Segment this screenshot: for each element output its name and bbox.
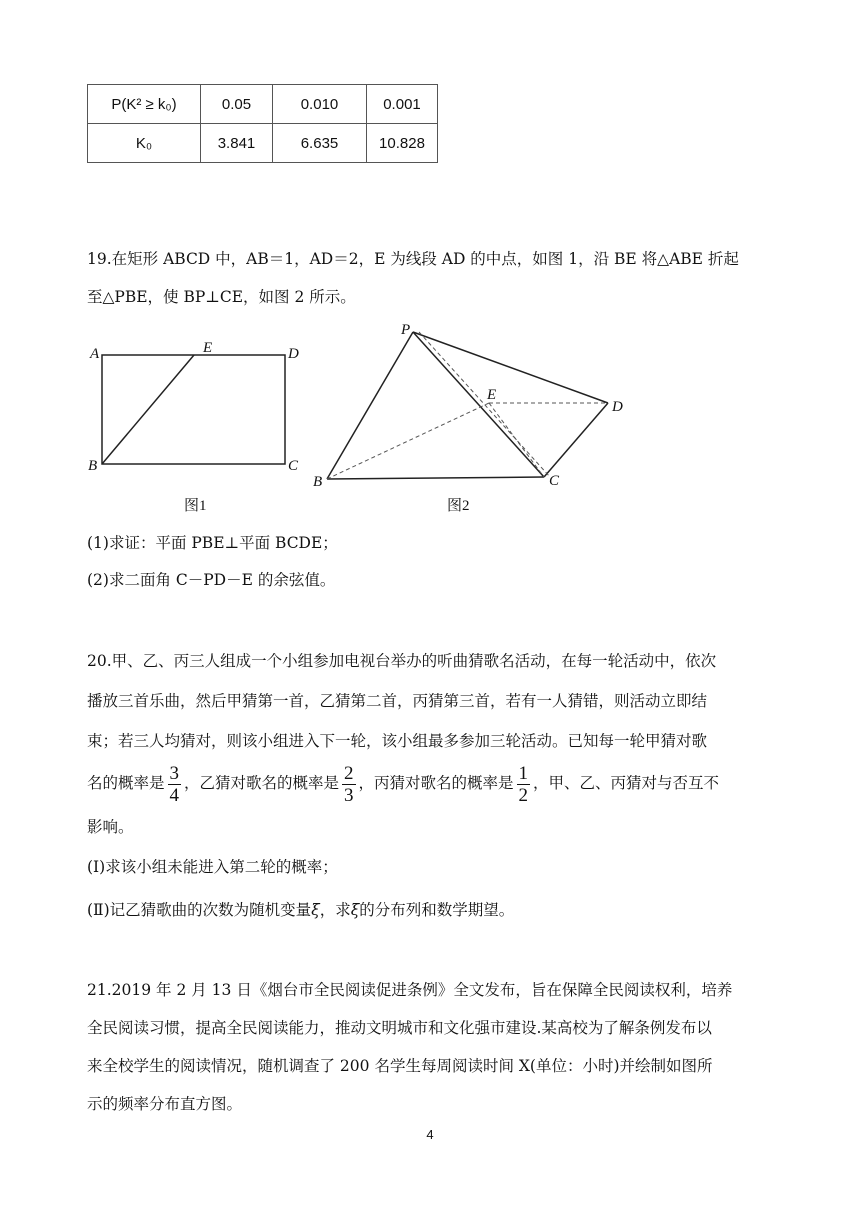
fraction-numerator: 1 <box>518 762 529 784</box>
fraction-three-quarters <box>168 763 182 806</box>
figure-1-rectangle <box>88 340 299 514</box>
q19-subquestion-1: (1)求证：平面 PBE⊥平面 BCDE； <box>87 534 338 552</box>
table-cell: 6.635 <box>273 124 367 163</box>
fig2-caption: 图2 <box>447 498 470 514</box>
q19-figures <box>85 322 645 518</box>
q20-text: ，甲、乙、丙猜对与否互不 <box>533 774 720 792</box>
table-cell: 10.828 <box>367 124 438 163</box>
q19-subquestion-2: (2)求二面角 C－PD－E 的余弦值。 <box>87 571 336 589</box>
fig2-label-p: P <box>401 322 411 338</box>
q20-text: ，乙猜对歌名的概率是 <box>184 774 340 792</box>
fig1-label-e: E <box>203 340 213 356</box>
fig2-label-b: B <box>313 474 323 490</box>
fraction-denominator: 3 <box>344 784 354 806</box>
xi-symbol: ξ <box>311 901 320 919</box>
fraction-numerator: 2 <box>344 762 354 784</box>
table-row <box>88 124 438 163</box>
q21-line: 21.2019 年 2 月 13 日《烟台市全民阅读促进条例》全文发布，旨在保障全民阅读权利，培养 <box>87 981 733 999</box>
q21-line: 全民阅读习惯，提高全民阅读能力，推动文明城市和文化强市建设.某高校为了解条例发布以 <box>87 1019 712 1037</box>
q20-line: 影响。 <box>87 818 134 836</box>
q20-text: (Ⅱ)记乙猜歌曲的次数为随机变量 <box>87 901 312 919</box>
table-cell: 0.010 <box>273 85 367 124</box>
fig1-caption: 图1 <box>184 498 207 514</box>
fig1-label-b: B <box>88 458 98 474</box>
page-number: 4 <box>426 1127 434 1142</box>
critical-value-table <box>87 84 438 163</box>
fig2-label-e: E <box>487 387 497 403</box>
q19-line: 19.在矩形 ABCD 中，AB＝1，AD＝2，E 为线段 AD 的中点，如图 1，沿 BE 将△ABE 折起 <box>87 250 739 268</box>
fraction-denominator: 2 <box>518 784 529 806</box>
fraction-denominator: 4 <box>169 784 180 806</box>
fraction-one-half <box>517 763 531 806</box>
q19-line: 至△PBE，使 BP⊥CE，如图 2 所示。 <box>87 288 356 306</box>
q20-line: 束；若三人均猜对，则该小组进入下一轮，该小组最多参加三轮活动。已知每一轮甲猜对歌 <box>87 732 708 750</box>
q21-line: 示的频率分布直方图。 <box>87 1095 243 1113</box>
q20-text: 名的概率是 <box>87 774 165 792</box>
q20-line: 20.甲、乙、丙三人组成一个小组参加电视台举办的听曲猜歌名活动，在每一轮活动中，依次 <box>87 652 717 670</box>
q20-line-with-fractions <box>87 758 719 808</box>
q20-line: 播放三首乐曲，然后甲猜第一首，乙猜第二首，丙猜第三首，若有一人猜错，则活动立即结 <box>87 692 708 710</box>
table-header-cell: P(K² ≥ k₀) <box>88 85 201 124</box>
fig1-label-c: C <box>288 458 299 474</box>
fraction-two-thirds <box>342 763 356 806</box>
fig1-label-a: A <box>90 346 100 362</box>
table-cell: 3.841 <box>201 124 273 163</box>
q20-subquestion-1: (I)求该小组未能进入第二轮的概率； <box>87 858 338 876</box>
q20-subquestion-2 <box>87 899 514 921</box>
fig1-label-d: D <box>288 346 299 362</box>
fig2-label-d: D <box>612 399 623 415</box>
table-cell: 0.05 <box>201 85 273 124</box>
fraction-numerator: 3 <box>169 762 180 784</box>
table-row <box>88 85 438 124</box>
table-cell: 0.001 <box>367 85 438 124</box>
table-header-cell: K₀ <box>88 124 201 163</box>
figure-2-pyramid <box>313 322 623 514</box>
q21-line: 来全校学生的阅读情况，随机调查了 200 名学生每周阅读时间 X(单位：小时)并绘制如图所 <box>87 1057 713 1075</box>
q20-text: ，求 <box>319 901 351 919</box>
fig2-label-c: C <box>549 473 560 489</box>
q20-text: 的分布列和数学期望。 <box>359 901 515 919</box>
xi-symbol: ξ <box>350 901 360 919</box>
q20-text: ，丙猜对歌名的概率是 <box>358 774 514 792</box>
